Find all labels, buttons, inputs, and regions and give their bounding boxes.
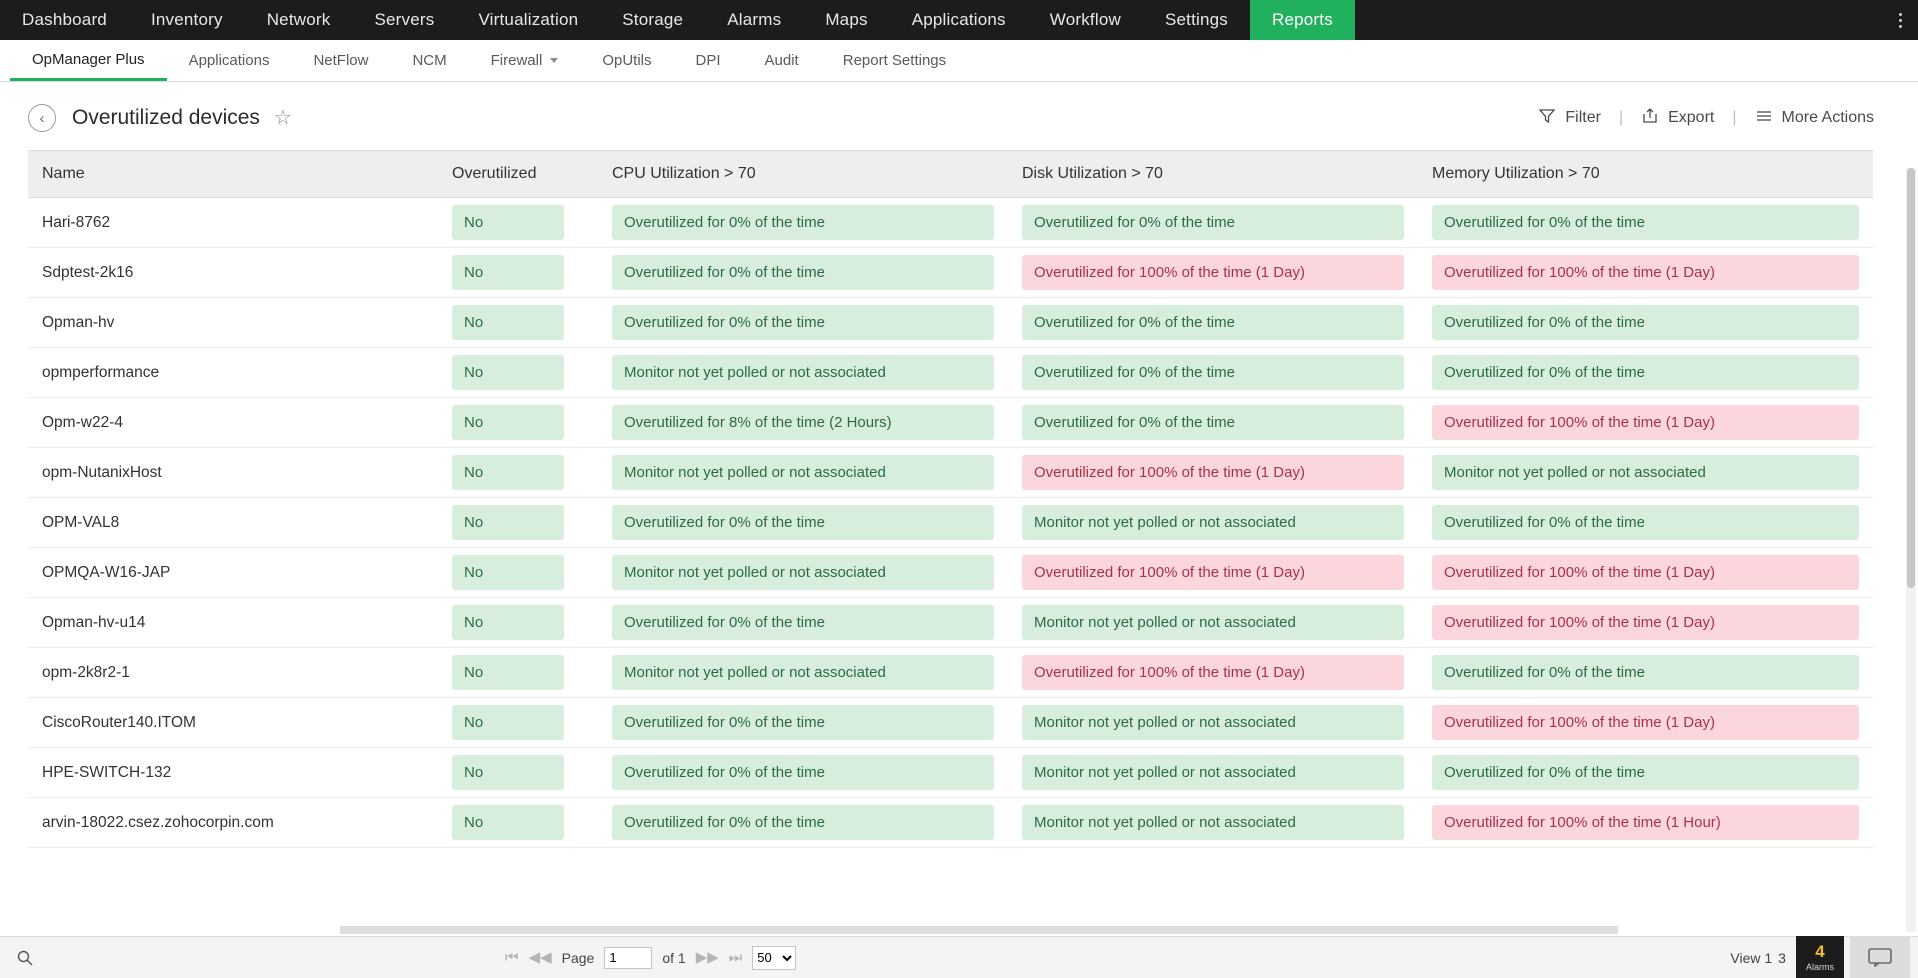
- subnav-item-firewall[interactable]: [469, 40, 581, 81]
- table-row[interactable]: [28, 648, 1873, 698]
- topnav-item-applications[interactable]: Applications: [911, 10, 1006, 29]
- topnav-item-alarms[interactable]: Alarms: [727, 10, 782, 29]
- cpu-utilization-cell: [598, 348, 1008, 398]
- overutilized-cell-pill: No: [452, 755, 564, 790]
- subnav-item-oputils[interactable]: [580, 40, 673, 81]
- overutilized-cell: [438, 598, 598, 648]
- overutilized-cell-pill: No: [452, 555, 564, 590]
- cpu-utilization-cell: [598, 548, 1008, 598]
- cpu-utilization-cell-pill: Overutilized for 8% of the time (2 Hours): [612, 405, 994, 440]
- topnav-item-network[interactable]: Network: [266, 10, 331, 29]
- disk-utilization-cell: [1008, 698, 1418, 748]
- memory-utilization-cell: [1418, 498, 1873, 548]
- cpu-utilization-cell-pill: Monitor not yet polled or not associated: [612, 455, 994, 490]
- subnav-label: Audit: [764, 52, 799, 69]
- device-name-cell[interactable]: opmperformance: [28, 348, 438, 398]
- cpu-utilization-cell: [598, 598, 1008, 648]
- subnav-item-applications[interactable]: [167, 40, 292, 81]
- cpu-utilization-cell: [598, 498, 1008, 548]
- overutilized-cell-pill: No: [452, 655, 564, 690]
- overutilized-cell-pill: No: [452, 805, 564, 840]
- memory-utilization-cell-pill: Overutilized for 100% of the time (1 Day): [1432, 605, 1859, 640]
- topnav-item-dashboard[interactable]: Dashboard: [22, 10, 107, 29]
- disk-utilization-cell-pill: Monitor not yet polled or not associated: [1022, 805, 1404, 840]
- memory-utilization-cell-pill: Overutilized for 100% of the time (1 Day): [1432, 555, 1859, 590]
- more-options-icon[interactable]: [1882, 0, 1918, 40]
- subnav-label: NetFlow: [313, 52, 369, 69]
- back-icon[interactable]: ‹: [28, 104, 56, 132]
- subnav-item-audit[interactable]: [743, 40, 821, 81]
- disk-utilization-cell-pill: Monitor not yet polled or not associated: [1022, 755, 1404, 790]
- subnav-label: OpManager Plus: [32, 50, 145, 68]
- cpu-utilization-cell-pill: Overutilized for 0% of the time: [612, 205, 994, 240]
- subnav-label: Report Settings: [842, 52, 947, 69]
- cpu-utilization-cell: [598, 298, 1008, 348]
- subnav-label: OpUtils: [602, 52, 652, 69]
- disk-utilization-cell: [1008, 398, 1418, 448]
- more-actions-button[interactable]: [1739, 107, 1890, 130]
- device-name-cell[interactable]: Sdptest-2k16: [28, 248, 438, 298]
- memory-utilization-cell: [1418, 298, 1873, 348]
- chevron-down-icon: [550, 58, 558, 63]
- table-header: [28, 151, 1873, 198]
- disk-utilization-cell-pill: Overutilized for 100% of the time (1 Day): [1022, 455, 1404, 490]
- table-row[interactable]: [28, 248, 1873, 298]
- export-icon: [1641, 107, 1659, 130]
- subnav-item-ncm[interactable]: [390, 40, 468, 81]
- overutilized-cell-pill: No: [452, 255, 564, 290]
- table-row[interactable]: [28, 448, 1873, 498]
- overutilized-cell: [438, 548, 598, 598]
- disk-utilization-cell: [1008, 748, 1418, 798]
- column-header-disk-utilization[interactable]: Disk Utilization > 70: [1008, 151, 1418, 198]
- cpu-utilization-cell: [598, 698, 1008, 748]
- page-title: Overutilized devices: [72, 106, 260, 129]
- device-name-cell[interactable]: opm-2k8r2-1: [28, 648, 438, 698]
- device-name-cell[interactable]: HPE-SWITCH-132: [28, 748, 438, 798]
- memory-utilization-cell: [1418, 448, 1873, 498]
- disk-utilization-cell-pill: Overutilized for 0% of the time: [1022, 405, 1404, 440]
- view-label: View 1: [1730, 949, 1773, 966]
- cpu-utilization-cell-pill: Overutilized for 0% of the time: [612, 605, 994, 640]
- column-header-overutilized[interactable]: Overutilized: [438, 151, 598, 198]
- overutilized-cell-pill: No: [452, 205, 564, 240]
- cpu-utilization-cell-pill: Overutilized for 0% of the time: [612, 255, 994, 290]
- table-row[interactable]: [28, 198, 1873, 248]
- overutilized-cell: [438, 748, 598, 798]
- table-row[interactable]: [28, 698, 1873, 748]
- memory-utilization-cell: [1418, 598, 1873, 648]
- disk-utilization-cell-pill: Overutilized for 100% of the time (1 Day): [1022, 655, 1404, 690]
- header-separator-2: |: [1732, 109, 1737, 126]
- memory-utilization-cell: [1418, 548, 1873, 598]
- topnav-item-workflow[interactable]: Workflow: [1049, 10, 1121, 29]
- memory-utilization-cell: [1418, 248, 1873, 298]
- memory-utilization-cell-pill: Overutilized for 100% of the time (1 Hour): [1432, 805, 1859, 840]
- memory-utilization-cell: [1418, 798, 1873, 848]
- disk-utilization-cell: [1008, 298, 1418, 348]
- export-button[interactable]: [1625, 107, 1730, 130]
- alarm-count: 4: [1815, 941, 1825, 961]
- table-header-row: [28, 151, 1873, 198]
- table-row[interactable]: [28, 348, 1873, 398]
- overutilized-cell: [438, 398, 598, 448]
- subnav-item-dpi[interactable]: [674, 40, 743, 81]
- subnav-item-opmanager-plus[interactable]: [10, 40, 167, 81]
- disk-utilization-cell: [1008, 548, 1418, 598]
- table-row[interactable]: [28, 798, 1873, 848]
- column-header-memory-utilization[interactable]: Memory Utilization > 70: [1418, 151, 1873, 198]
- topnav-item-servers[interactable]: Servers: [374, 10, 435, 29]
- memory-utilization-cell-pill: Overutilized for 0% of the time: [1432, 355, 1859, 390]
- subnav-label: Firewall: [490, 52, 543, 69]
- disk-utilization-cell-pill: Overutilized for 100% of the time (1 Day): [1022, 255, 1404, 290]
- device-name-cell[interactable]: Hari-8762: [28, 198, 438, 248]
- cpu-utilization-cell-pill: Overutilized for 0% of the time: [612, 305, 994, 340]
- disk-utilization-cell: [1008, 198, 1418, 248]
- cpu-utilization-cell-pill: Monitor not yet polled or not associated: [612, 655, 994, 690]
- overutilized-cell-pill: No: [452, 505, 564, 540]
- subnav-label: DPI: [695, 52, 721, 69]
- subnav-item-report-settings[interactable]: [821, 40, 968, 81]
- subnav-item-netflow[interactable]: [291, 40, 390, 81]
- first-page-button[interactable]: ⏮: [505, 949, 519, 966]
- disk-utilization-cell: [1008, 248, 1418, 298]
- cpu-utilization-cell: [598, 248, 1008, 298]
- overutilized-devices-table: [28, 150, 1873, 848]
- total-pages-label: of 1: [662, 949, 686, 966]
- overutilized-cell: [438, 698, 598, 748]
- overutilized-cell: [438, 648, 598, 698]
- memory-utilization-cell-pill: Overutilized for 100% of the time (1 Day): [1432, 405, 1859, 440]
- memory-utilization-cell-pill: Overutilized for 0% of the time: [1432, 755, 1859, 790]
- memory-utilization-cell: [1418, 198, 1873, 248]
- disk-utilization-cell: [1008, 798, 1418, 848]
- memory-utilization-cell-pill: Overutilized for 100% of the time (1 Day): [1432, 705, 1859, 740]
- page-number-input[interactable]: [604, 947, 652, 969]
- previous-page-button[interactable]: ◀◀: [528, 949, 552, 966]
- page-label: Page: [561, 949, 595, 966]
- cpu-utilization-cell: [598, 198, 1008, 248]
- cpu-utilization-cell-pill: Monitor not yet polled or not associated: [612, 355, 994, 390]
- overutilized-cell: [438, 798, 598, 848]
- device-name-cell[interactable]: OPM-VAL8: [28, 498, 438, 548]
- cpu-utilization-cell: [598, 748, 1008, 798]
- overutilized-cell: [438, 198, 598, 248]
- overutilized-cell-pill: No: [452, 455, 564, 490]
- device-name-cell[interactable]: OPMQA-W16-JAP: [28, 548, 438, 598]
- next-page-button[interactable]: ▶▶: [695, 949, 719, 966]
- table-row[interactable]: [28, 398, 1873, 448]
- memory-utilization-cell: [1418, 698, 1873, 748]
- cpu-utilization-cell: [598, 448, 1008, 498]
- favorite-star-icon[interactable]: ☆: [273, 107, 292, 129]
- header-separator-1: |: [1618, 109, 1624, 126]
- header-actions: [1522, 107, 1890, 130]
- top-navigation-bar: [0, 0, 1918, 40]
- cpu-utilization-cell-pill: Monitor not yet polled or not associated: [612, 555, 994, 590]
- device-name-cell[interactable]: Opman-hv: [28, 298, 438, 348]
- table-row[interactable]: [28, 748, 1873, 798]
- report-table-container: [28, 150, 1890, 848]
- table-footer: [0, 936, 1918, 978]
- topnav-item-virtualization[interactable]: Virtualization: [478, 10, 579, 29]
- overutilized-cell-pill: No: [452, 705, 564, 740]
- disk-utilization-cell: [1008, 448, 1418, 498]
- memory-utilization-cell-pill: Overutilized for 100% of the time (1 Day): [1432, 255, 1859, 290]
- overutilized-cell: [438, 498, 598, 548]
- memory-utilization-cell-pill: Monitor not yet polled or not associated: [1432, 455, 1859, 490]
- memory-utilization-cell-pill: Overutilized for 0% of the time: [1432, 505, 1859, 540]
- table-row[interactable]: [28, 598, 1873, 648]
- table-row[interactable]: [28, 498, 1873, 548]
- overutilized-cell: [438, 348, 598, 398]
- cpu-utilization-cell-pill: Overutilized for 0% of the time: [612, 505, 994, 540]
- column-header-cpu-utilization[interactable]: CPU Utilization > 70: [598, 151, 1008, 198]
- overutilized-cell-pill: No: [452, 305, 564, 340]
- export-label: Export: [1668, 109, 1715, 126]
- topnav-item-maps[interactable]: Maps: [825, 10, 868, 29]
- more-actions-label: More Actions: [1781, 109, 1874, 126]
- disk-utilization-cell: [1008, 598, 1418, 648]
- overutilized-cell: [438, 298, 598, 348]
- overutilized-cell: [438, 448, 598, 498]
- disk-utilization-cell-pill: Overutilized for 100% of the time (1 Day): [1022, 555, 1404, 590]
- cpu-utilization-cell-pill: Overutilized for 0% of the time: [612, 755, 994, 790]
- cpu-utilization-cell-pill: Overutilized for 0% of the time: [612, 805, 994, 840]
- cpu-utilization-cell: [598, 648, 1008, 698]
- table-row[interactable]: [28, 548, 1873, 598]
- disk-utilization-cell-pill: Overutilized for 0% of the time: [1022, 355, 1404, 390]
- overutilized-cell-pill: No: [452, 405, 564, 440]
- disk-utilization-cell-pill: Overutilized for 0% of the time: [1022, 305, 1404, 340]
- memory-utilization-cell: [1418, 398, 1873, 448]
- device-name-cell[interactable]: Opman-hv-u14: [28, 598, 438, 648]
- horizontal-scrollbar[interactable]: [340, 926, 1618, 934]
- chat-icon[interactable]: [1850, 936, 1910, 978]
- cpu-utilization-cell: [598, 398, 1008, 448]
- disk-utilization-cell-pill: Overutilized for 0% of the time: [1022, 205, 1404, 240]
- cpu-utilization-cell: [598, 798, 1008, 848]
- filter-button[interactable]: [1522, 107, 1617, 130]
- device-name-cell[interactable]: CiscoRouter140.ITOM: [28, 698, 438, 748]
- memory-utilization-cell: [1418, 348, 1873, 398]
- list-icon: [1755, 107, 1773, 130]
- device-name-cell[interactable]: opm-NutanixHost: [28, 448, 438, 498]
- page-header: [0, 82, 1918, 150]
- memory-utilization-cell: [1418, 748, 1873, 798]
- pagination-controls: [505, 946, 796, 970]
- table-row[interactable]: [28, 298, 1873, 348]
- topnav-item-reports[interactable]: Reports: [1250, 0, 1355, 40]
- device-name-cell[interactable]: Opm-w22-4: [28, 398, 438, 448]
- disk-utilization-cell-pill: Monitor not yet polled or not associated: [1022, 705, 1404, 740]
- disk-utilization-cell: [1008, 348, 1418, 398]
- memory-utilization-cell-pill: Overutilized for 0% of the time: [1432, 655, 1859, 690]
- alarm-label: Alarms: [1805, 961, 1834, 972]
- disk-utilization-cell-pill: Monitor not yet polled or not associated: [1022, 505, 1404, 540]
- view-total: 3: [1778, 949, 1786, 966]
- alarm-badge[interactable]: [1796, 936, 1844, 978]
- sub-navigation-bar: [0, 40, 1918, 82]
- subnav-label: Applications: [188, 52, 270, 69]
- memory-utilization-cell-pill: Overutilized for 0% of the time: [1432, 205, 1859, 240]
- memory-utilization-cell: [1418, 648, 1873, 698]
- column-header-name[interactable]: Name: [28, 151, 438, 198]
- cpu-utilization-cell-pill: Overutilized for 0% of the time: [612, 705, 994, 740]
- disk-utilization-cell-pill: Monitor not yet polled or not associated: [1022, 605, 1404, 640]
- topnav-item-settings[interactable]: Settings: [1164, 10, 1228, 29]
- filter-icon: [1538, 107, 1556, 130]
- table-body: [28, 198, 1873, 848]
- subnav-label: NCM: [412, 52, 447, 69]
- topnav-item-storage[interactable]: Storage: [622, 10, 684, 29]
- last-page-button[interactable]: ⏭: [728, 949, 743, 966]
- search-icon[interactable]: [12, 945, 38, 971]
- disk-utilization-cell: [1008, 498, 1418, 548]
- device-name-cell[interactable]: arvin-18022.csez.zohocorpin.com: [28, 798, 438, 848]
- vertical-scrollbar[interactable]: [1906, 168, 1916, 932]
- disk-utilization-cell: [1008, 648, 1418, 698]
- overutilized-cell-pill: No: [452, 605, 564, 640]
- overutilized-cell-pill: No: [452, 355, 564, 390]
- memory-utilization-cell-pill: Overutilized for 0% of the time: [1432, 305, 1859, 340]
- vertical-scrollbar-thumb[interactable]: [1907, 168, 1915, 588]
- page-size-select[interactable]: [752, 946, 796, 970]
- filter-label: Filter: [1565, 109, 1601, 126]
- topnav-item-inventory[interactable]: Inventory: [150, 10, 223, 29]
- overutilized-cell: [438, 248, 598, 298]
